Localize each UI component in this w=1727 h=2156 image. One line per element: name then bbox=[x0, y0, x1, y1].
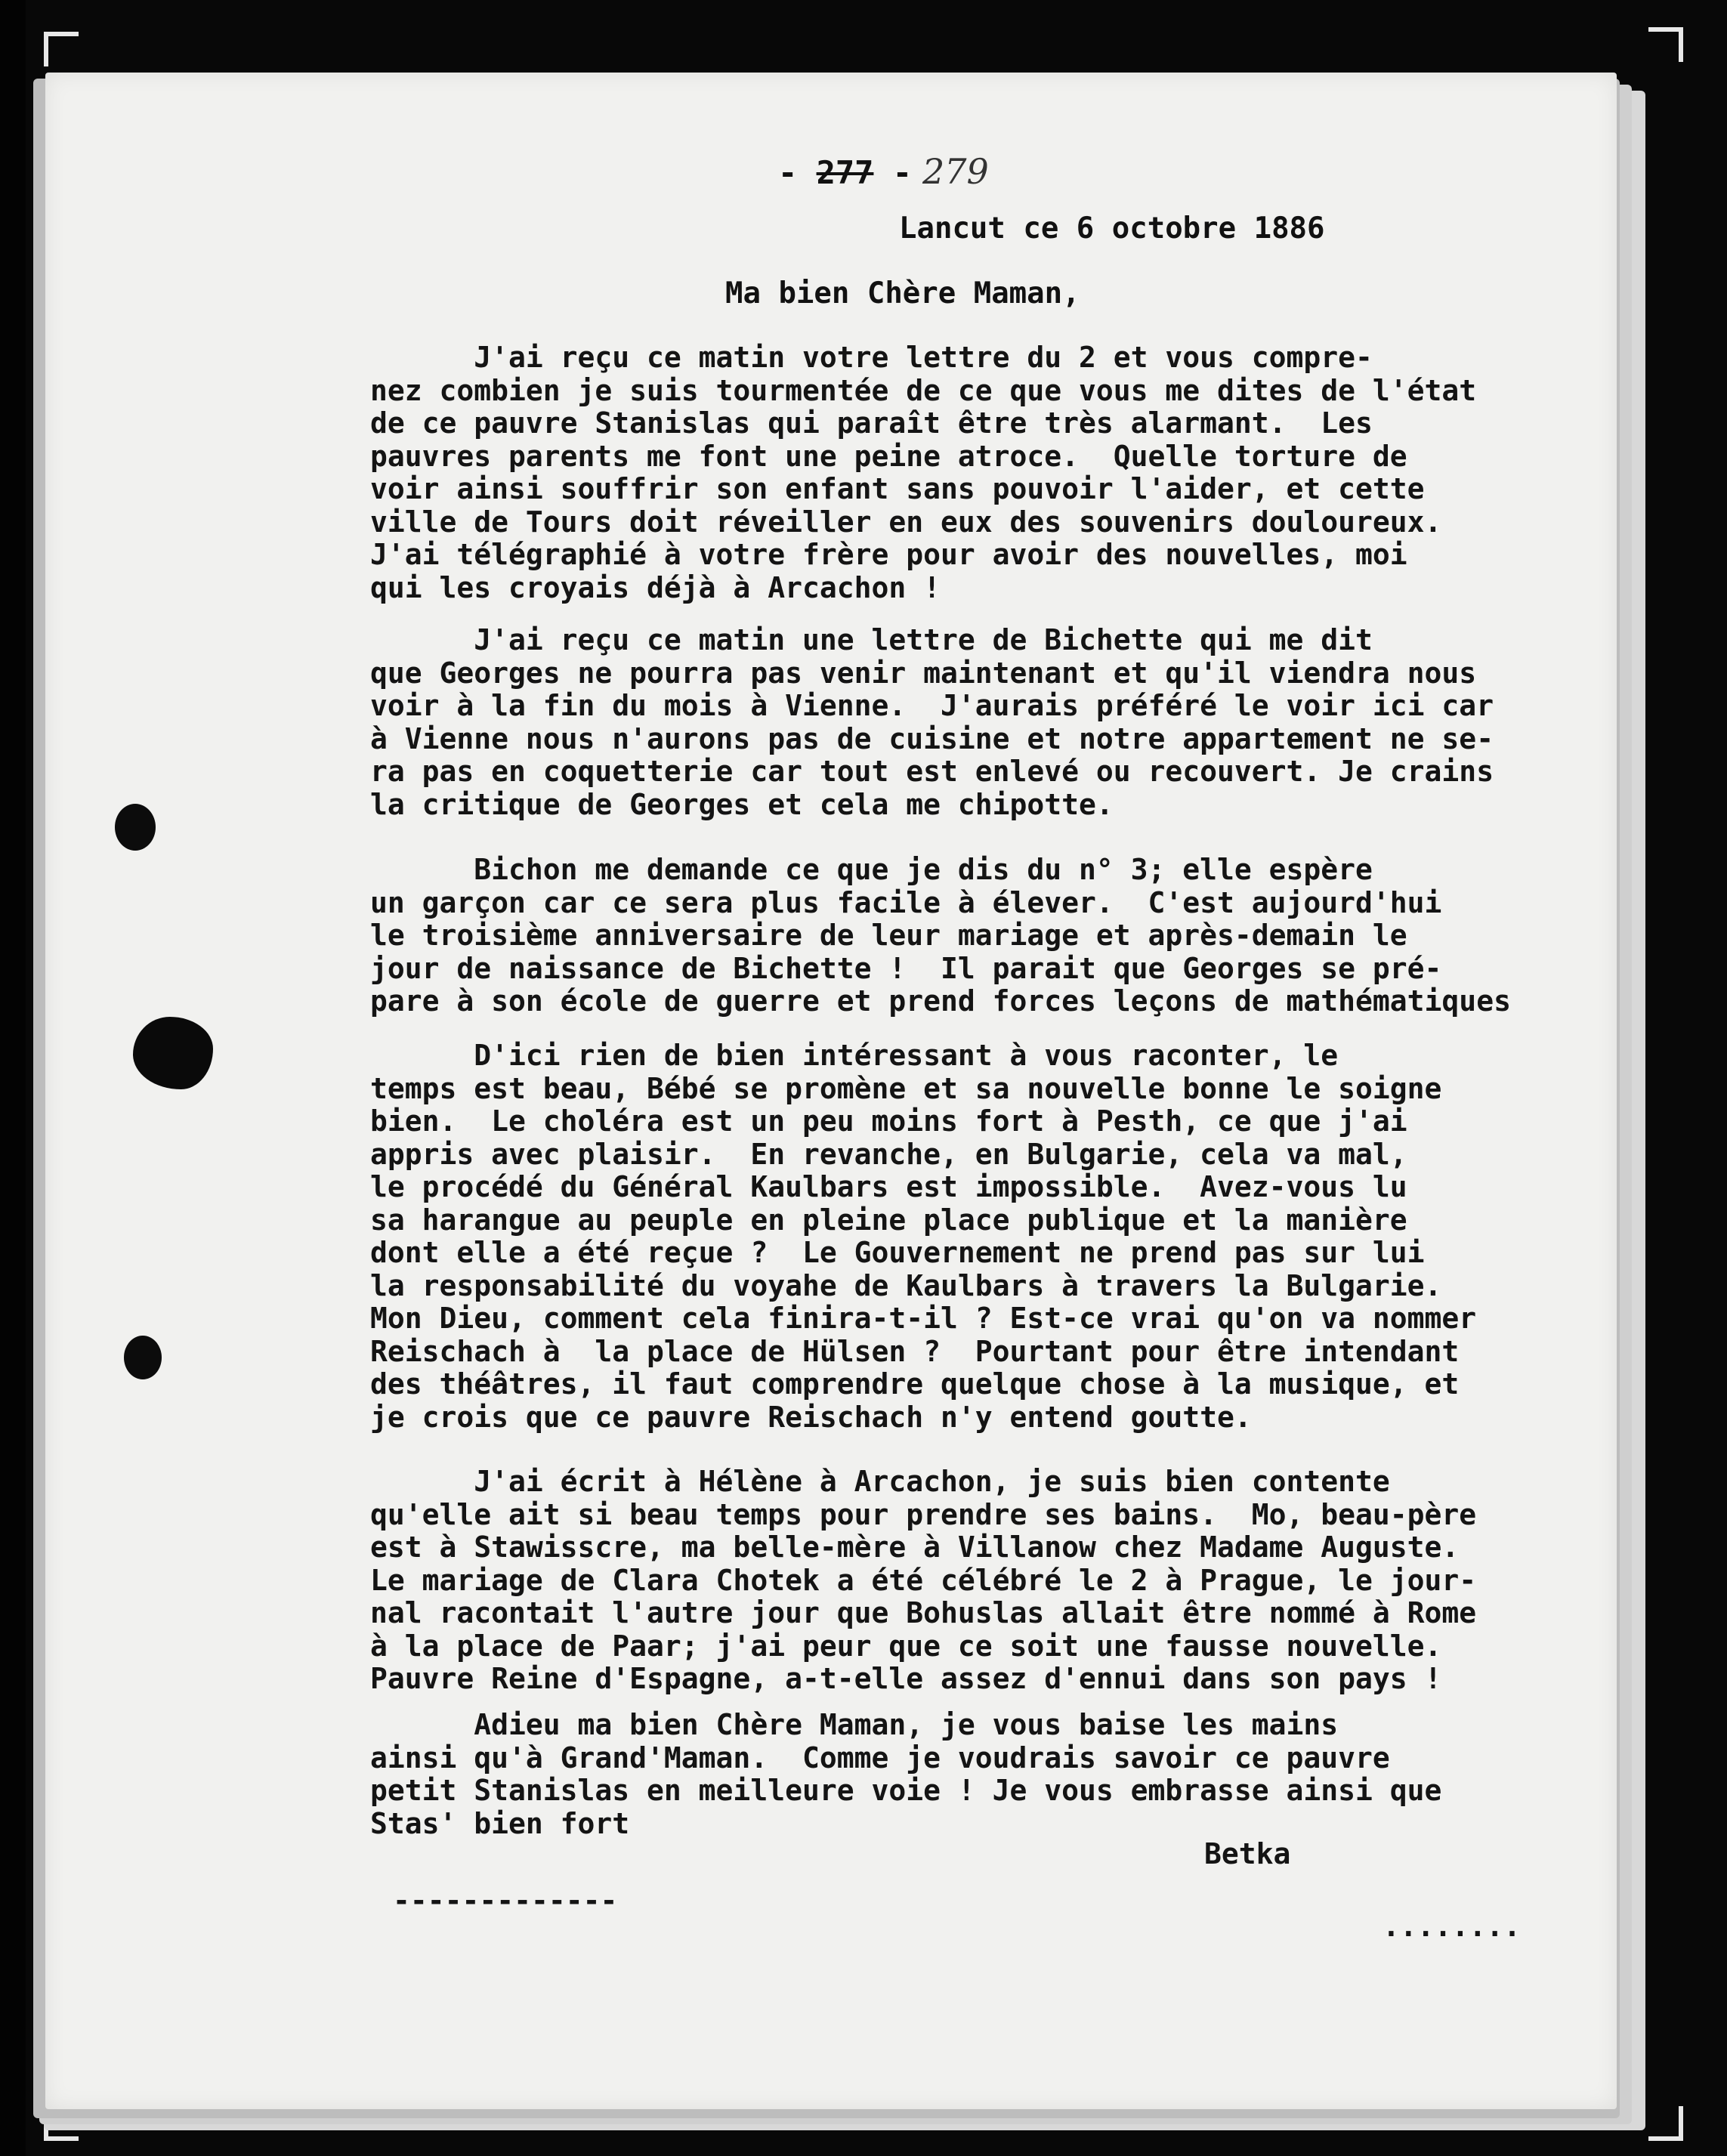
text-line: un garçon car ce sera plus facile à élever. C'est aujourd'hui bbox=[370, 885, 1442, 919]
text-line: bien. Le choléra est un peu moins fort à Pesth, ce que j'ai bbox=[370, 1104, 1407, 1138]
closing-dots: ........ bbox=[1383, 1910, 1522, 1943]
text-line: le troisième anniversaire de leur mariage et après-demain le bbox=[370, 919, 1407, 952]
letter-salutation: Ma bien Chère Maman, bbox=[725, 276, 1080, 310]
text-line: Adieu ma bien Chère Maman, je vous baise les mains bbox=[370, 1708, 1339, 1741]
typed-page-number: 277 bbox=[816, 154, 874, 191]
text-line: la responsabilité du voyahe de Kaulbars à travers la Bulgarie. bbox=[370, 1268, 1442, 1302]
punch-hole-upper bbox=[115, 804, 156, 851]
text-line: sa harangue au peuple en pleine place publique et la manière bbox=[370, 1203, 1407, 1237]
text-line: qu'elle ait si beau temps pour prendre ses bains. Mo, beau-père bbox=[370, 1497, 1477, 1531]
paragraph-2 bbox=[370, 624, 1624, 821]
text-line: petit Stanislas en meilleure voie ! Je vous embrasse ainsi que bbox=[370, 1774, 1442, 1807]
text-line: je crois que ce pauvre Reischach n'y entend goutte. bbox=[370, 1400, 1252, 1434]
text-line: à la place de Paar; j'ai peur que ce soit une fausse nouvelle. bbox=[370, 1629, 1442, 1663]
punch-hole-lower bbox=[124, 1336, 162, 1379]
text-line: nez combien je suis tourmentée de ce que vous me dites de l'état bbox=[370, 373, 1477, 407]
text-line: Reischach à la place de Hülsen ? Pourtant pour être intendant bbox=[370, 1334, 1460, 1368]
text-line: qui les croyais déjà à Arcachon ! bbox=[370, 570, 941, 604]
text-line: J'ai écrit à Hélène à Arcachon, je suis bien contente bbox=[370, 1465, 1390, 1498]
crop-mark-bottom-right bbox=[1648, 2106, 1683, 2141]
text-line: Pauvre Reine d'Espagne, a-t-elle assez d'ennui dans son pays ! bbox=[370, 1662, 1442, 1695]
text-line: le procédé du Général Kaulbars est impossible. Avez-vous lu bbox=[370, 1170, 1407, 1203]
text-line: ra pas en coquetterie car tout est enlevé ou recouvert. Je crains bbox=[370, 755, 1494, 788]
text-line: jour de naissance de Bichette ! Il parait que Georges se pré- bbox=[370, 951, 1442, 985]
paragraph-3 bbox=[370, 854, 1624, 1018]
text-line: D'ici rien de bien intéressant à vous raconter, le bbox=[370, 1039, 1339, 1072]
text-line: temps est beau, Bébé se promène et sa nouvelle bonne le soigne bbox=[370, 1071, 1442, 1105]
signature: Betka bbox=[1204, 1837, 1291, 1870]
text-line: J'ai reçu ce matin une lettre de Bichette qui me dit bbox=[370, 623, 1373, 656]
text-line: voir ainsi souffrir son enfant sans pouvoir l'aider, et cette bbox=[370, 472, 1425, 505]
text-line: Le mariage de Clara Chotek a été célébré le 2 à Prague, le jour- bbox=[370, 1563, 1477, 1597]
text-line: ainsi qu'à Grand'Maman. Comme je voudrais savoir ce pauvre bbox=[370, 1741, 1390, 1775]
paragraph-4 bbox=[370, 1039, 1624, 1434]
page-number: - 277 - 279 bbox=[778, 151, 989, 192]
text-line: pare à son école de guerre et prend forces leçons de mathématiques bbox=[370, 984, 1511, 1018]
text-line: Stas' bien fort bbox=[370, 1806, 630, 1840]
crop-mark-top-left bbox=[44, 32, 79, 66]
paragraph-6 bbox=[370, 1709, 1624, 1840]
text-line: nal racontait l'autre jour que Bohuslas allait être nommé à Rome bbox=[370, 1596, 1477, 1629]
text-line: à Vienne nous n'aurons pas de cuisine et notre appartement ne se- bbox=[370, 721, 1494, 755]
text-line: appris avec plaisir. En revanche, en Bulgarie, cela va mal, bbox=[370, 1137, 1407, 1171]
separator-rule: ------------- bbox=[393, 1884, 618, 1917]
ink-blot bbox=[133, 1017, 213, 1089]
text-line: est à Stawisscre, ma belle-mère à Villanow chez Madame Auguste. bbox=[370, 1531, 1460, 1564]
text-line: J'ai reçu ce matin votre lettre du 2 et vous compre- bbox=[370, 341, 1373, 374]
handwritten-page-number: 279 bbox=[922, 151, 989, 192]
paragraph-5 bbox=[370, 1466, 1624, 1696]
text-line: pauvres parents me font une peine atroce. Quelle torture de bbox=[370, 439, 1407, 473]
text-line: J'ai télégraphié à votre frère pour avoir des nouvelles, moi bbox=[370, 538, 1407, 571]
letter-date: Lancut ce 6 octobre 1886 bbox=[899, 212, 1325, 246]
text-line: ville de Tours doit réveiller en eux des souvenirs douloureux. bbox=[370, 505, 1442, 539]
text-line: que Georges ne pourra pas venir maintenant et qu'il viendra nous bbox=[370, 656, 1477, 690]
text-line: voir à la fin du mois à Vienne. J'aurais préféré le voir ici car bbox=[370, 689, 1494, 722]
text-line: des théâtres, il faut comprendre quelque chose à la musique, et bbox=[370, 1367, 1460, 1401]
text-line: la critique de Georges et cela me chipotte. bbox=[370, 787, 1114, 821]
text-line: Mon Dieu, comment cela finira-t-il ? Est-ce vrai qu'on va nommer bbox=[370, 1302, 1477, 1335]
film-edge-left bbox=[0, 0, 26, 2156]
text-line: de ce pauvre Stanislas qui paraît être très alarmant. Les bbox=[370, 406, 1373, 440]
text-line: Bichon me demande ce que je dis du n° 3; elle espère bbox=[370, 853, 1373, 886]
crop-mark-top-right bbox=[1648, 27, 1683, 62]
paragraph-1 bbox=[370, 341, 1624, 604]
text-line: dont elle a été reçue ? Le Gouvernement ne prend pas sur lui bbox=[370, 1236, 1425, 1269]
